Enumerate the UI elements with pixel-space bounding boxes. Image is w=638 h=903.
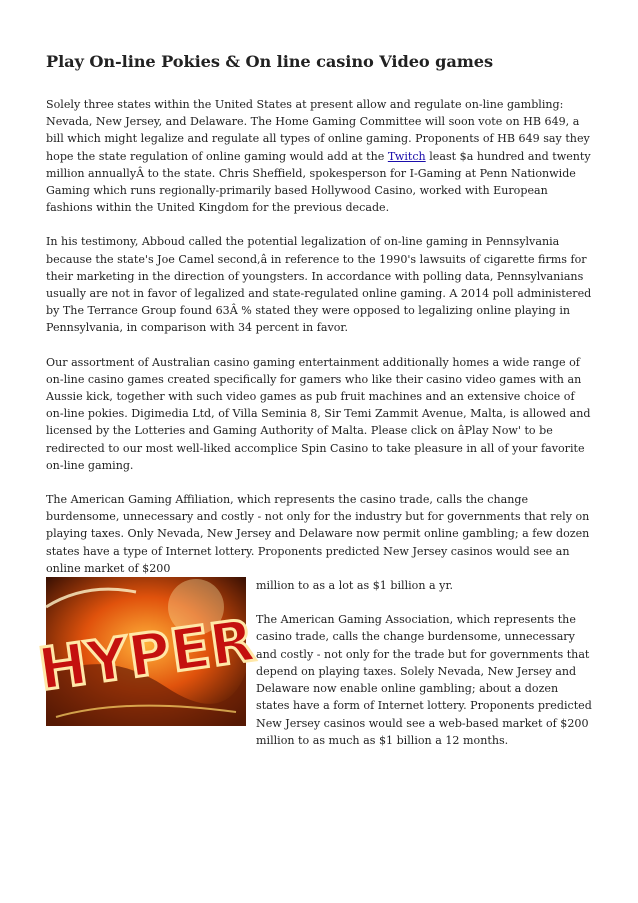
page-title: Play On-line Pokies & On line casino Video games [46,52,493,71]
paragraph-1-text-a: Solely three states within the United States at present allow and regulate on-line gambling: Nevada, New Jersey, and Delaware. The Home Gaming Committee will soon vote on HB 649, a bill which might legalize and regulate all types of online gaming. Proponents of HB 649 say they hope the state regulation of online gaming would add at the [46,98,590,163]
paragraph-2: In his testimony, Abboud called the potential legalization of on-line gaming in Pennsylvania because the state's Joe Camel second,â in reference to the 1990's lawsuits of cigarette firms for their marketing in the direction of youngsters. In accordance with polling data, Pennsylvanians usually are not in favor of legalized and state-regulated online gaming. A 2014 poll administered by The Terrance Group found 63Â % stated they were opposed to legalizing online playing in Pennsylvania, in comparison with 34 percent in favor. [46,235,592,335]
image-text-section [34,577,594,747]
paragraph-5: The American Gaming Association, which represents the casino trade, calls the change burdensome, unnecessary and costly - not only for the trade but for governments that depend on playing taxes. Solely Nevada, New Jersey and Delaware now enable online gambling; about a dozen states have a form of Internet lottery. Proponents predicted New Jersey casinos would see a web-based market of $200 million to as much as $1 billion a 12 months. [256,613,592,747]
paragraph-4: The American Gaming Affiliation, which represents the casino trade, calls the change burdensome, unnecessary and costly - not only for the industry but for governments that rely on playing taxes. Only Nevada, New Jersey and Delaware now permit online gambling; a few dozen states have a type of Internet lottery. Proponents predicted New Jersey casinos would see an online market of $200 [46,493,590,575]
paragraph-1 [46,96,594,216]
paragraph-1-text-b: least $a hundred and twenty million annuallyÂ to the state. Chris Sheffield, spokesperson for I-Gaming at Penn Nationwide Gaming which runs regionally-primarily based Hollywood Casino, worked with European fashions within the United Kingdom for the previous decade. [46,149,591,215]
neon-sign-graphic [34,577,259,726]
paragraph-4-continued: million to as a lot as $1 billion a yr. [256,579,454,593]
hyper-sign-text: HYPER [34,606,259,704]
paragraph-3: Our assortment of Australian casino gaming entertainment additionally homes a wide range of on-line casino games created specifically for gamers who like their casino video games with an Aussie kick, together with such video games as pub fruit machines and an extensive choice of on-line pokies. Digimedia Ltd, of Villa Seminia 8, Sir Temi Zammit Avenue, Malta, is allowed and licensed by the Lotteries and Gaming Authority of Malta. Please click on âPlay Now' to be redirected to our most well-liked accomplice Spin Casino to take pleasure in all of your favorite on-line gaming. [46,355,591,472]
twitch-link[interactable]: Twitch [387,149,426,163]
image-side-text [256,577,594,766]
document-page [34,52,594,747]
casino-sign-image [34,577,259,726]
